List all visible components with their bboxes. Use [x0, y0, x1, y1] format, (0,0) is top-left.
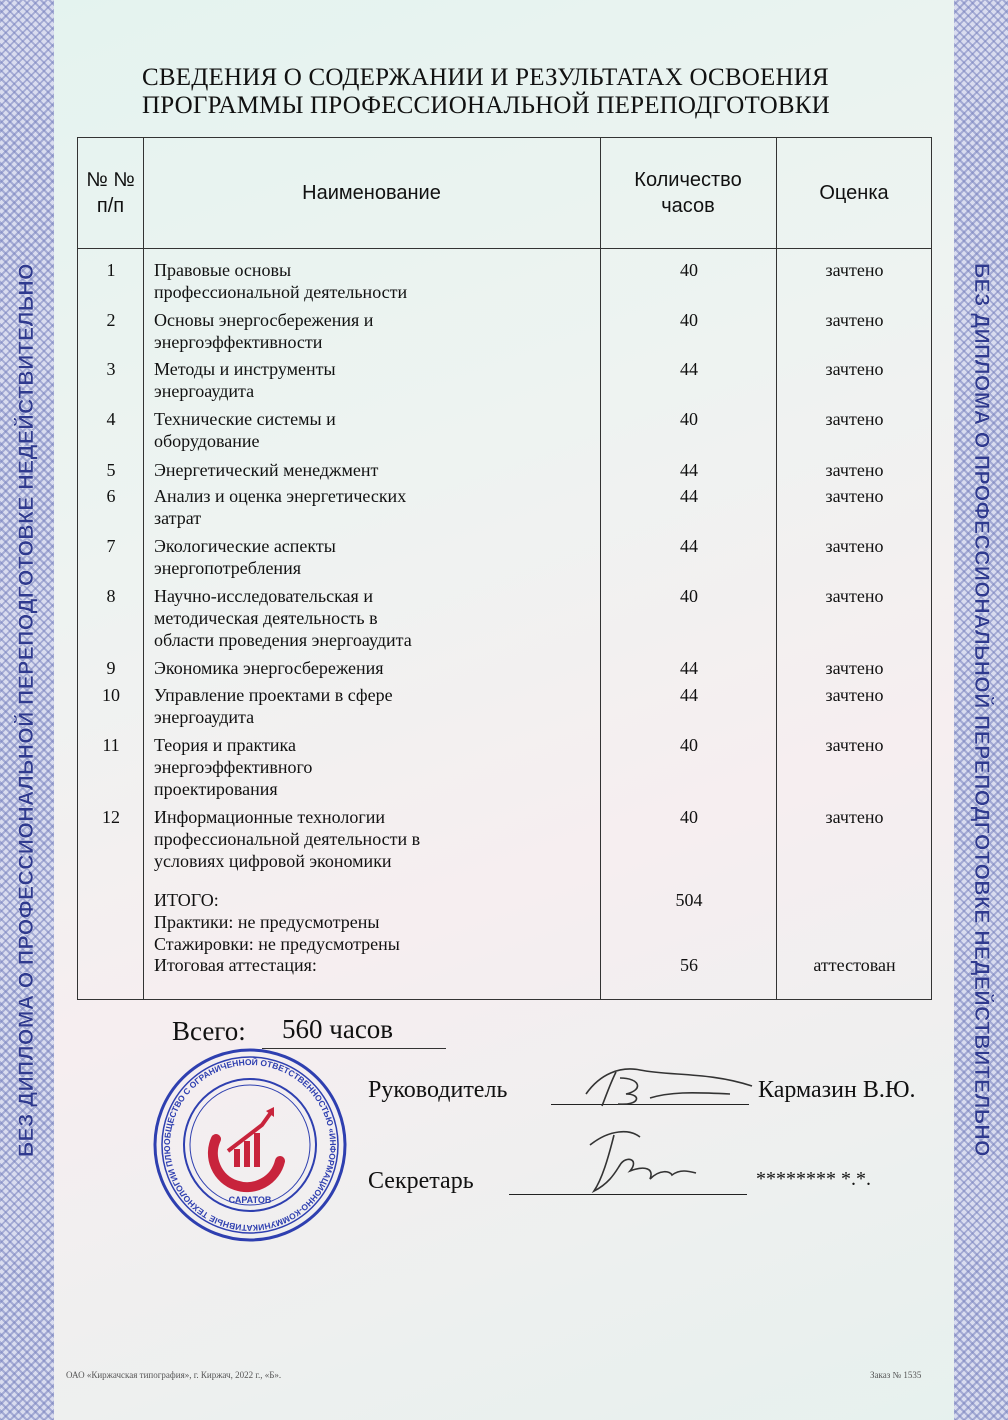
stamp-logo: [213, 1107, 280, 1187]
secretary-signature: [580, 1125, 700, 1199]
row-number: 12: [102, 807, 120, 827]
row-hours: 44: [680, 536, 698, 556]
row-number: 11: [102, 735, 120, 755]
row-grade: зачтено: [825, 685, 884, 705]
row-hours: 44: [680, 359, 698, 379]
row-discipline-name: Методы и инструменты: [154, 359, 336, 379]
row-grade: зачтено: [825, 735, 884, 755]
row-grade: зачтено: [825, 460, 884, 480]
row-hours: 40: [680, 586, 698, 606]
title-line-1: СВЕДЕНИЯ О СОДЕРЖАНИИ И РЕЗУЛЬТАТАХ ОСВОЕНИЯ: [142, 64, 829, 91]
header-hours-line1: Количество: [634, 169, 742, 191]
row-number: 7: [106, 536, 116, 556]
header-name: Наименование: [302, 182, 441, 204]
row-discipline-name: профессиональной деятельности в: [154, 829, 421, 849]
row-discipline-name: Технические системы и: [154, 409, 336, 429]
director-label: Руководитель: [368, 1077, 508, 1103]
summary-itogo-label: ИТОГО:: [154, 890, 219, 910]
row-grade: зачтено: [825, 486, 884, 506]
row-discipline-name: Научно-исследовательская и: [154, 586, 373, 606]
row-discipline-name: энергоэффективного: [154, 757, 313, 777]
row-discipline-name: затрат: [154, 508, 202, 528]
director-name: Кармазин В.Ю.: [758, 1077, 916, 1103]
row-grade: зачтено: [825, 260, 884, 280]
footer-printer: ОАО «Киржачская типография», г. Киржач, 2022 г., «Б».: [66, 1370, 282, 1380]
row-discipline-name: Экологические аспекты: [154, 536, 336, 556]
row-hours: 40: [680, 310, 698, 330]
row-discipline-name: проектирования: [154, 779, 278, 799]
row-grade: зачтено: [825, 807, 884, 827]
total-value: 560 часов: [282, 1014, 394, 1044]
row-number: 8: [106, 586, 116, 606]
row-grade: зачтено: [825, 536, 884, 556]
row-discipline-name: Анализ и оценка энергетических: [154, 486, 407, 506]
row-hours: 40: [680, 260, 698, 280]
row-discipline-name: Основы энергосбережения и: [154, 310, 374, 330]
row-discipline-name: оборудование: [154, 431, 260, 451]
row-grade: зачтено: [825, 409, 884, 429]
row-grade: зачтено: [825, 359, 884, 379]
organization-stamp: [152, 1047, 348, 1243]
stamp-ring-text: ОБЩЕСТВО С ОГРАНИЧЕННОЙ ОТВЕТСТВЕННОСТЬЮ «ИНФОРМАЦИОННО-КОММУНИКАТИВНЫЕ ТЕХНОЛОГИИ ПЛЮ: [161, 1056, 339, 1234]
row-hours: 44: [680, 486, 698, 506]
row-discipline-name: энергоэффективности: [154, 332, 323, 352]
summary-attestation-hours: 56: [680, 955, 698, 975]
row-discipline-name: Энергетический менеджмент: [154, 460, 379, 480]
row-grade: зачтено: [825, 310, 884, 330]
left-side-text: БЕЗ ДИПЛОМА О ПРОФЕССИОНАЛЬНОЙ ПЕРЕПОДГОТОВКЕ НЕДЕЙСТВИТЕЛЬНО: [15, 263, 38, 1157]
header-num: [78, 138, 143, 248]
row-number: 1: [106, 260, 116, 280]
row-discipline-name: энергопотребления: [154, 558, 301, 578]
row-discipline-name: условиях цифровой экономики: [154, 851, 392, 871]
row-number: 9: [106, 658, 116, 678]
secretary-name: ******** *.*.: [756, 1168, 871, 1190]
summary-itogo-hours: 504: [675, 890, 703, 910]
row-number: 3: [106, 359, 116, 379]
right-side-text: БЕЗ ДИПЛОМА О ПРОФЕССИОНАЛЬНОЙ ПЕРЕПОДГОТОВКЕ НЕДЕЙСТВИТЕЛЬНО: [970, 263, 993, 1157]
director-signature: [580, 1064, 760, 1112]
row-hours: 40: [680, 735, 698, 755]
row-discipline-name: энергоаудита: [154, 381, 255, 401]
row-hours: 40: [680, 807, 698, 827]
header-num-line2: п/п: [96, 195, 125, 217]
row-discipline-name: Правовые основы: [154, 260, 292, 280]
row-discipline-name: Экономика энергосбережения: [154, 658, 384, 678]
row-discipline-name: области проведения энергоаудита: [154, 630, 412, 650]
table-header-divider: [78, 248, 931, 249]
row-hours: 44: [680, 685, 698, 705]
row-grade: зачтено: [825, 658, 884, 678]
row-number: 4: [106, 409, 116, 429]
summary-attestation-label: Итоговая аттестация:: [154, 955, 317, 975]
secretary-label: Секретарь: [368, 1168, 474, 1194]
row-hours: 44: [680, 460, 698, 480]
header-hours-line2: часов: [661, 195, 715, 217]
row-number: 10: [102, 685, 120, 705]
footer-order: Заказ № 1535: [870, 1370, 922, 1380]
row-hours: 40: [680, 409, 698, 429]
page-title: [142, 64, 862, 120]
row-number: 5: [106, 460, 116, 480]
total-label: Всего:: [172, 1016, 246, 1046]
summary-attestation-grade: аттестован: [813, 955, 896, 975]
row-discipline-name: энергоаудита: [154, 707, 255, 727]
row-hours: 44: [680, 658, 698, 678]
row-discipline-name: Управление проектами в сфере: [154, 685, 393, 705]
summary-internship: Стажировки: не предусмотрены: [154, 934, 400, 954]
row-discipline-name: Теория и практика: [154, 735, 296, 755]
disciplines-table: [77, 137, 932, 1000]
row-number: 2: [106, 310, 116, 330]
row-discipline-name: Информационные технологии: [154, 807, 386, 827]
stamp-city-text: САРАТОВ: [228, 1195, 272, 1205]
header-hours: [600, 138, 776, 248]
summary-practice: Практики: не предусмотрены: [154, 912, 380, 932]
header-grade: Оценка: [819, 182, 889, 204]
row-number: 6: [106, 486, 116, 506]
row-discipline-name: методическая деятельность в: [154, 608, 378, 628]
row-grade: зачтено: [825, 586, 884, 606]
row-discipline-name: профессиональной деятельности: [154, 282, 408, 302]
header-num-line1: № №: [86, 169, 135, 191]
title-line-2: ПРОГРАММЫ ПРОФЕССИОНАЛЬНОЙ ПЕРЕПОДГОТОВКИ: [142, 92, 830, 119]
